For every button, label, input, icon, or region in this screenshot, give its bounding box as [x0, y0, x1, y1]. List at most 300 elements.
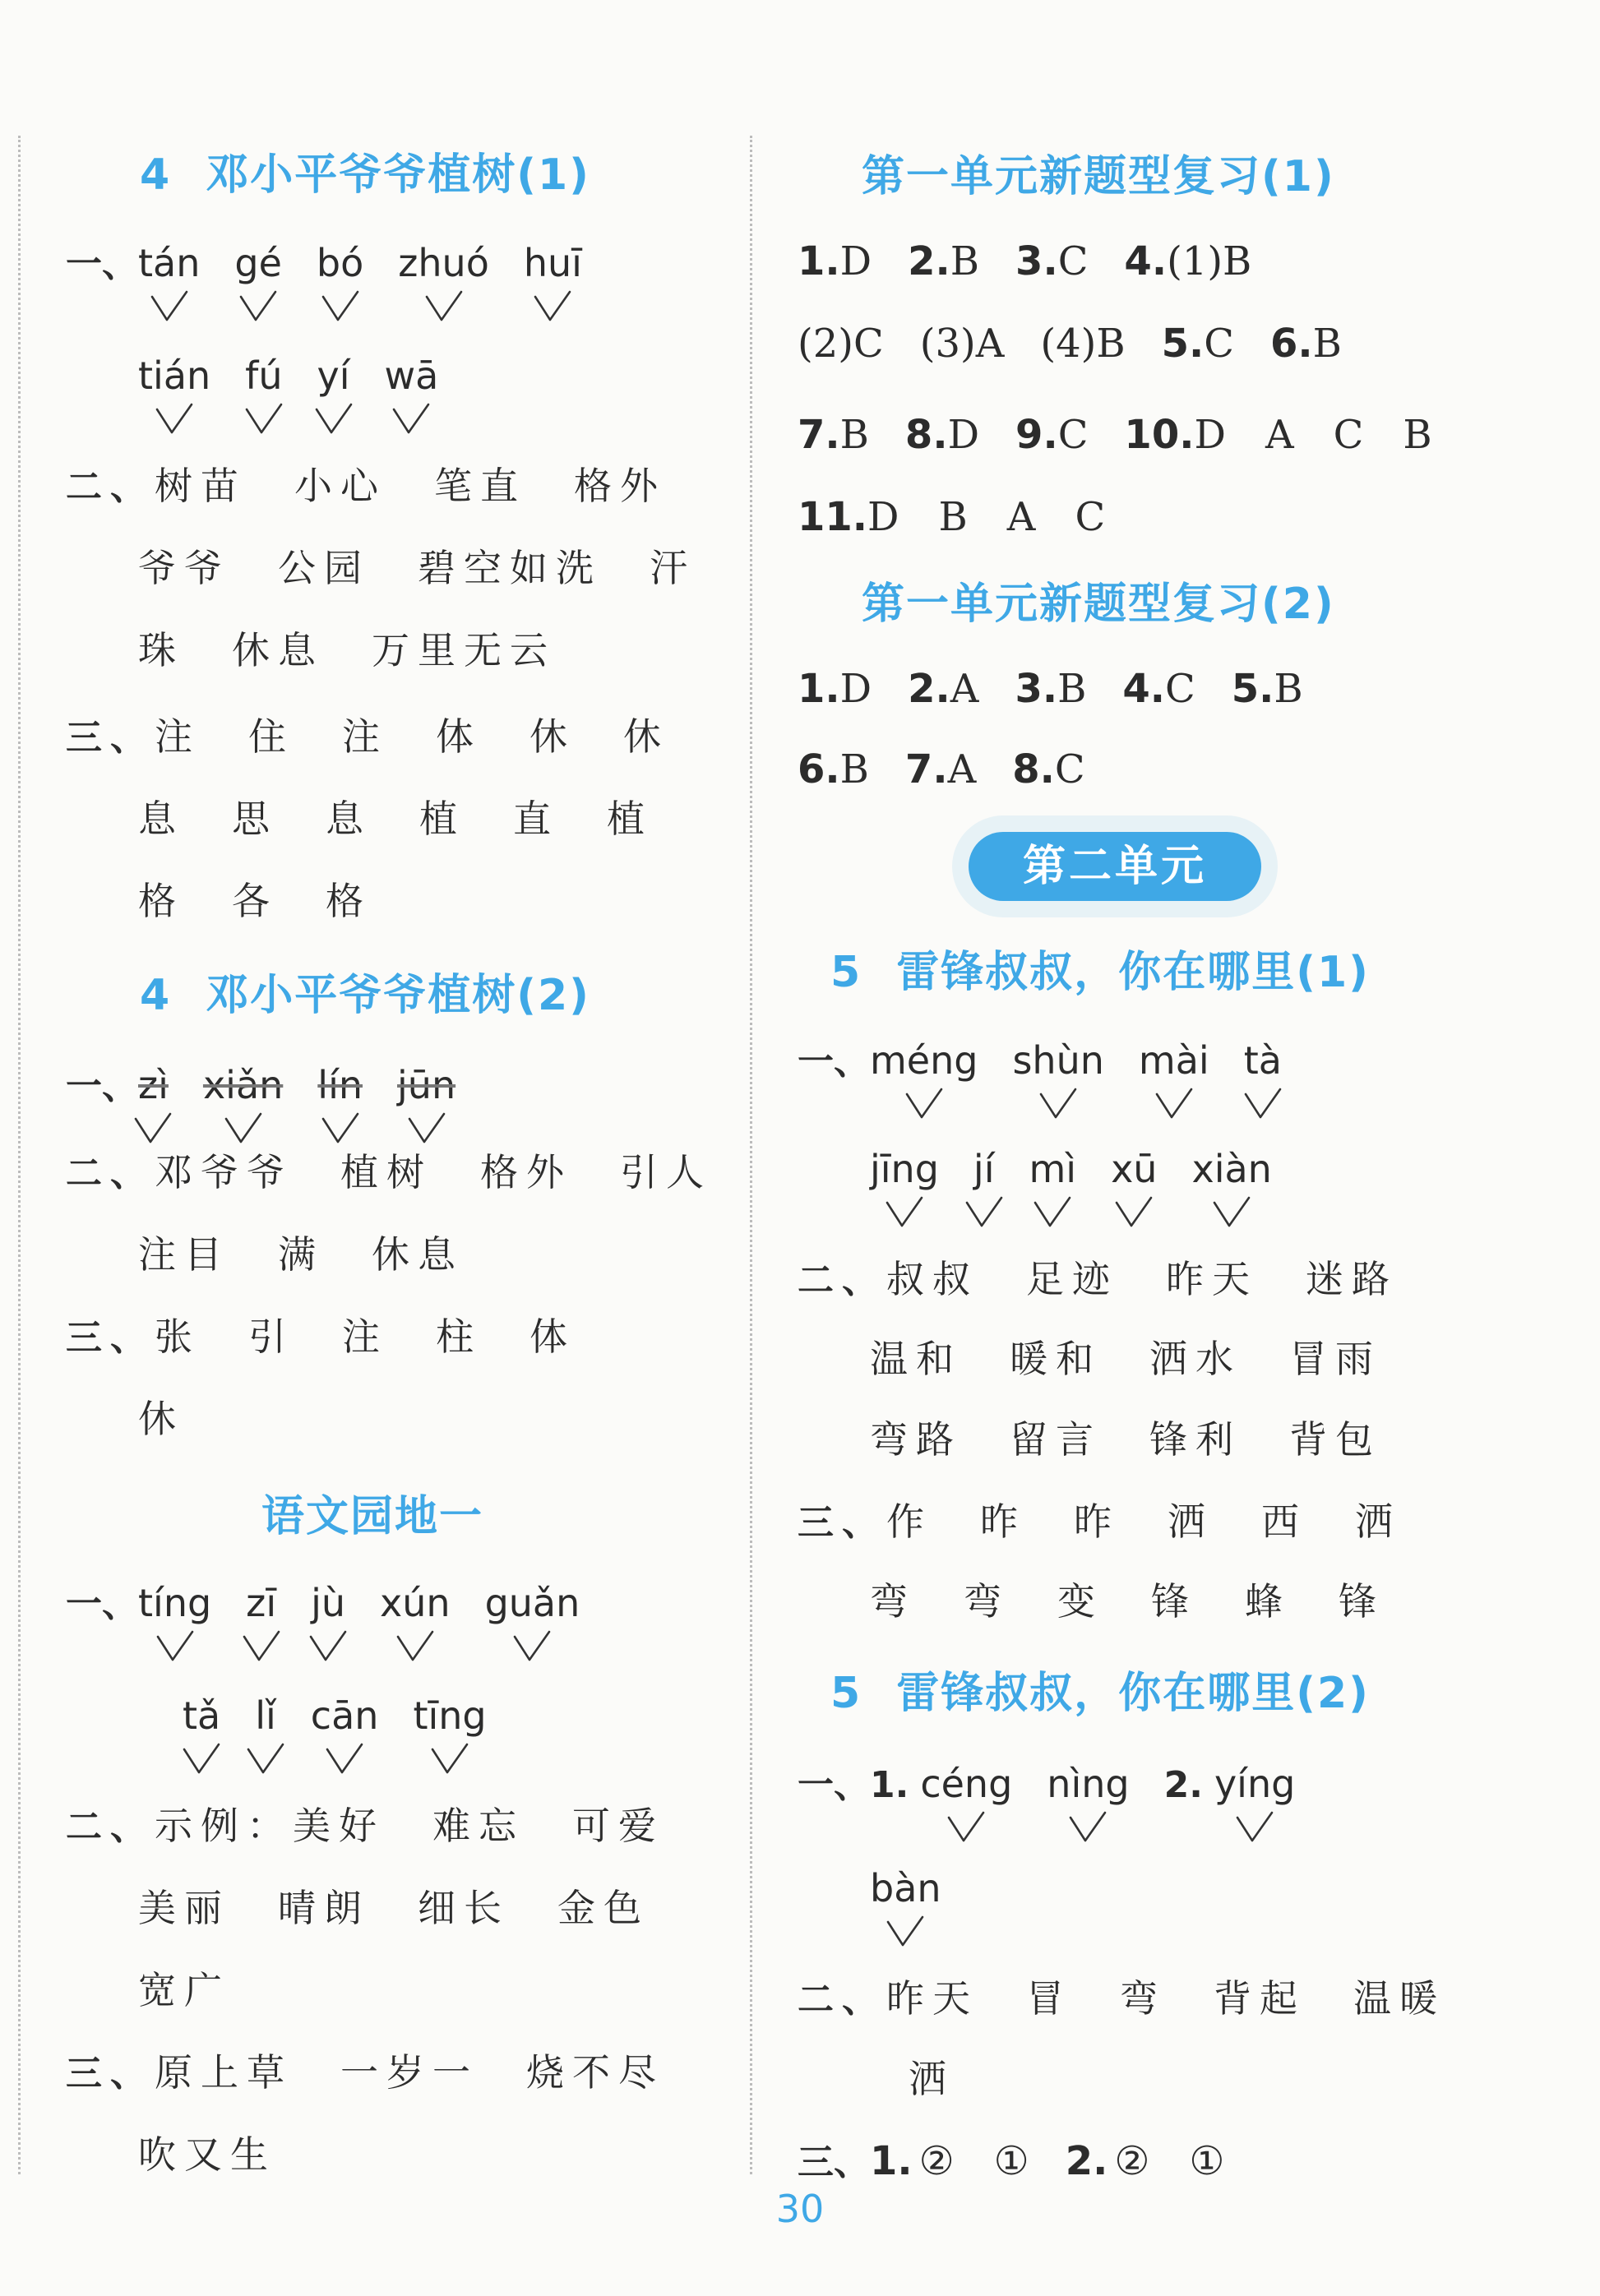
check-mark-icon [245, 1741, 286, 1777]
question-number: 5. [1231, 666, 1274, 712]
section-title-text: 邓小平爷爷植树(2) [206, 971, 590, 1020]
pinyin-text: xún [380, 1581, 451, 1625]
mc-answer [1040, 321, 1125, 367]
answer-row [66, 707, 717, 761]
pinyin-text: nìng [1047, 1762, 1130, 1806]
check-mark-icon [884, 1194, 925, 1231]
pinyin-text: bó [316, 241, 364, 285]
pinyin-text: xiǎn [202, 1063, 284, 1107]
pinyin-answer [1047, 1762, 1129, 1846]
answer-value: (3)A [919, 321, 1005, 367]
mc-answer [905, 412, 979, 458]
answer-row [138, 1961, 278, 2015]
answer-word: 昨 [980, 1499, 1026, 1544]
answer-word: 住 [248, 714, 294, 759]
question-label: 一、 [66, 243, 138, 285]
check-mark-icon [1067, 1809, 1108, 1846]
answer-value: D [839, 666, 872, 712]
answer-word: 碧空如洗 [418, 546, 602, 590]
pinyin-answer [413, 1693, 486, 1777]
pinyin-text: méng [870, 1038, 978, 1083]
answer-word: 锋利 [1149, 1417, 1242, 1462]
question-number: 11. [798, 494, 868, 540]
answer-row [66, 1796, 712, 1850]
question-number: 3. [1015, 666, 1058, 712]
answer-value: ② ① [1114, 2138, 1225, 2184]
answer-word: 格外 [574, 464, 666, 508]
pinyin-answer [138, 241, 200, 325]
answer-word: 息 [326, 797, 372, 841]
pinyin-text: lǐ [255, 1693, 276, 1738]
question-label: 二、 [798, 1979, 886, 2021]
pinyin-text: tǎ [183, 1693, 221, 1738]
answer-word: 珠 [138, 628, 184, 672]
pinyin-answer [1029, 1147, 1076, 1231]
mc-answer-row [798, 485, 1141, 542]
answer-value: C [1054, 746, 1085, 792]
section-title-text: 雷锋叔叔，你在哪里(2) [896, 1669, 1370, 1718]
check-mark-icon [181, 1741, 222, 1777]
answer-value: B [1312, 321, 1342, 367]
answer-word: 爷爷 [138, 546, 230, 590]
answer-word: 弯 [870, 1579, 916, 1624]
pinyin-answer [920, 1762, 1012, 1846]
mc-answer [908, 666, 978, 712]
pinyin-answer [234, 241, 282, 325]
check-mark-icon [1211, 1194, 1252, 1231]
pinyin-row [138, 353, 473, 437]
pinyin-answer [311, 1581, 345, 1665]
answer-word: 体 [529, 1314, 576, 1359]
check-mark-icon [964, 1194, 1005, 1231]
question-number: 9. [1015, 412, 1058, 458]
sub-question-number: 1. [870, 1764, 909, 1806]
question-number: 6. [798, 746, 840, 792]
question-label: 三、 [798, 1502, 886, 1544]
mc-answer [798, 666, 872, 712]
answer-word: 格外 [480, 1150, 572, 1194]
section-title-text: 第一单元新题型复习(1) [862, 152, 1335, 201]
answer-word: 冒 [1026, 1976, 1072, 2021]
pinyin-answer [1139, 1038, 1209, 1122]
mc-answer [1015, 238, 1088, 284]
answer-word: 锋 [1151, 1579, 1197, 1624]
check-mark-icon [406, 1111, 447, 1147]
pinyin-answer [1111, 1147, 1157, 1231]
pinyin-text: céng [920, 1762, 1013, 1806]
answer-value: B [839, 412, 869, 458]
lesson-number: 5 [830, 1669, 862, 1718]
lesson-number: 5 [830, 948, 862, 997]
pinyin-answer [380, 1581, 451, 1665]
pinyin-answer [485, 1581, 580, 1665]
answer-word: 足迹 [1026, 1257, 1118, 1301]
pinyin-answer [1244, 1038, 1282, 1122]
pinyin-answer [870, 1038, 978, 1122]
answer-word: 注 [155, 714, 201, 759]
answer-word: 格 [138, 879, 184, 923]
pinyin-answer [870, 1147, 939, 1231]
question-number: 8. [1012, 746, 1055, 792]
answer-word: 格 [326, 879, 372, 923]
check-mark-icon [1242, 1086, 1283, 1122]
mc-answer-row [798, 321, 1378, 367]
section-title-unit1-review2 [862, 569, 1335, 631]
pinyin-text: zì [138, 1063, 169, 1107]
mc-answer [1015, 666, 1086, 712]
mc-answer [798, 238, 872, 284]
section-title-lesson5-part1 [830, 937, 1370, 999]
answer-word: 各 [232, 879, 278, 923]
question-number: 10. [1124, 412, 1195, 458]
question-label: 二、 [798, 1259, 886, 1301]
answer-word: 背起 [1214, 1976, 1306, 2021]
check-mark-icon [320, 289, 361, 325]
answer-row [138, 621, 603, 675]
mc-answer [920, 321, 1005, 367]
answer-row [798, 1492, 1449, 1546]
answer-row [138, 538, 743, 593]
answer-word: 变 [1057, 1579, 1103, 1624]
answer-word: 息 [138, 797, 184, 841]
question-number: 6. [1270, 321, 1313, 367]
pinyin-text: guǎn [484, 1581, 580, 1625]
answer-word: 休 [623, 714, 669, 759]
answer-value: (1)B [1167, 238, 1252, 284]
pinyin-row [66, 1056, 490, 1147]
answer-word: 植树 [340, 1150, 432, 1194]
section-title-lesson5-part2 [830, 1658, 1370, 1720]
pinyin-text: lín [317, 1063, 363, 1107]
mc-answer [798, 412, 869, 458]
answer-word: 邓爷爷 [155, 1150, 293, 1194]
answer-word: 弯 [1120, 1976, 1166, 2021]
section-title-lesson4-part1 [140, 140, 590, 201]
mc-answer-row [798, 666, 1339, 712]
answer-word: 小心 [294, 464, 386, 508]
answer-word: 一岁一 [340, 2050, 479, 2095]
pinyin-text: xū [1111, 1147, 1158, 1191]
answer-value: (4)B [1040, 321, 1126, 367]
answer-value: B [839, 746, 869, 792]
pinyin-text: fú [245, 353, 283, 398]
answer-row [138, 789, 701, 843]
pinyin-text: huī [523, 241, 582, 285]
answer-word: 休 [138, 1397, 184, 1441]
pinyin-answer [1214, 1762, 1295, 1846]
answer-word: 休息 [372, 1232, 464, 1277]
answer-value: D [839, 238, 872, 284]
check-mark-icon [946, 1809, 987, 1846]
answer-word: 洒 [909, 2057, 955, 2101]
pinyin-text: tíng [138, 1581, 212, 1625]
answer-value: D B A C [867, 494, 1106, 540]
check-mark-icon [155, 1628, 196, 1665]
pinyin-answer [138, 1063, 169, 1147]
answer-word: 树苗 [155, 464, 247, 508]
answer-word: 注 [342, 714, 388, 759]
question-number: 7. [798, 412, 840, 458]
answer-row [138, 1389, 232, 1444]
pinyin-answer [317, 353, 350, 437]
mc-answer [798, 746, 869, 792]
pinyin-answer [183, 1693, 220, 1777]
section-title-text: 第一单元新题型复习(2) [862, 580, 1335, 629]
pinyin-answer [246, 1581, 276, 1665]
answer-row [798, 2129, 1260, 2186]
answer-value: (2)C [798, 321, 884, 367]
question-label: 三、 [66, 1317, 155, 1359]
mc-answer-row [798, 746, 1121, 792]
question-number: 4. [1124, 238, 1168, 284]
answer-value: C [1057, 238, 1089, 284]
question-label: 一、 [66, 1583, 138, 1625]
question-label: 二、 [66, 466, 155, 508]
pinyin-answer [397, 1063, 455, 1147]
pinyin-answer [317, 241, 363, 325]
check-mark-icon [313, 401, 354, 437]
check-mark-icon [223, 1111, 264, 1147]
pinyin-row [798, 1032, 1316, 1122]
check-mark-icon [320, 1111, 361, 1147]
pinyin-answer [870, 1866, 941, 1950]
question-label: 一、 [798, 1764, 870, 1806]
answer-value: ② ① [918, 2138, 1029, 2184]
pinyin-row [870, 1866, 976, 1950]
pinyin-text: mài [1138, 1038, 1209, 1083]
answer-word: 金色 [557, 1886, 650, 1930]
answer-word: 公园 [278, 546, 370, 590]
answer-word: 温和 [870, 1337, 962, 1381]
answer-word: 烧不尽 [526, 2050, 664, 2095]
pinyin-text: tà [1243, 1038, 1282, 1083]
answer-word: 西 [1261, 1499, 1307, 1544]
answer-word: 植 [419, 797, 465, 841]
answer-row [138, 871, 419, 926]
pinyin-answer [203, 1063, 283, 1147]
pinyin-answer [255, 1693, 276, 1777]
pinyin-row [798, 1755, 1329, 1846]
check-mark-icon [241, 1628, 282, 1665]
answer-row [909, 2049, 1002, 2104]
answer-value: D A C B [1194, 412, 1432, 458]
answer-word: 细长 [418, 1886, 510, 1930]
answer-word: 体 [436, 714, 482, 759]
question-number: 2. [908, 238, 950, 284]
question-number: 7. [904, 746, 948, 792]
answer-row [870, 1410, 1429, 1464]
answer-word: 宽广 [138, 1968, 230, 2012]
question-number: 4. [1122, 666, 1165, 712]
mc-answer [1122, 666, 1195, 712]
answer-row [870, 1572, 1432, 1626]
page-number: 30 [775, 2187, 825, 2231]
pinyin-text: yíng [1214, 1762, 1296, 1806]
check-mark-icon [149, 289, 190, 325]
pinyin-answer [398, 241, 489, 325]
answer-word: 昨天 [886, 1976, 978, 2021]
answer-row [66, 1143, 760, 1197]
pinyin-text: wā [384, 353, 439, 398]
mc-answer [798, 485, 1105, 542]
pinyin-row [870, 1147, 1306, 1231]
answer-word: 可爱 [572, 1804, 664, 1848]
answer-word: 美丽 [138, 1886, 230, 1930]
lesson-number: 4 [140, 971, 172, 1020]
answer-word: 休息 [232, 628, 324, 672]
answer-word: 原上草 [155, 2050, 293, 2095]
answer-word: 蜂 [1245, 1579, 1291, 1624]
answer-row [798, 1250, 1445, 1304]
check-mark-icon [423, 289, 465, 325]
check-mark-icon [1032, 1194, 1073, 1231]
mc-answer [1012, 746, 1084, 792]
answer-word: 直 [513, 797, 559, 841]
mc-answer [1124, 403, 1431, 460]
pinyin-text: tián [138, 353, 211, 398]
section-title-unit1-review1 [862, 141, 1335, 203]
answer-word: 难忘 [432, 1804, 525, 1848]
answer-word: 引人 [620, 1150, 712, 1194]
question-label: 三、 [798, 2141, 870, 2183]
section-title-text: 语文园地一 [261, 1492, 484, 1541]
pinyin-row [66, 234, 617, 325]
answer-word: 叔叔 [886, 1257, 978, 1301]
question-number: 2. [908, 666, 950, 712]
answer-word: 张 [155, 1314, 201, 1359]
answer-word: 暖和 [1010, 1337, 1102, 1381]
answer-value: D [947, 412, 980, 458]
check-mark-icon [532, 289, 573, 325]
answer-word: 汗 [650, 546, 696, 590]
answer-word: 背包 [1289, 1417, 1381, 1462]
answer-word: 植 [607, 797, 653, 841]
pinyin-text: yí [317, 353, 350, 398]
mc-answer-row [798, 403, 1468, 460]
check-mark-icon [885, 1914, 926, 1950]
check-mark-icon [1038, 1086, 1079, 1122]
answer-word: 迷路 [1306, 1257, 1398, 1301]
pinyin-text: jù [311, 1581, 346, 1625]
pinyin-answer [317, 1063, 363, 1147]
answer-word: 弯路 [870, 1417, 962, 1462]
check-mark-icon [243, 401, 284, 437]
check-mark-icon [154, 401, 195, 437]
answer-row [870, 1329, 1429, 1384]
section-title-yuwen-yuandi [261, 1481, 483, 1543]
question-label: 一、 [798, 1041, 870, 1083]
question-label: 一、 [66, 1065, 138, 1107]
answer-word: 洒 [1168, 1499, 1214, 1544]
pinyin-answer [1012, 1038, 1103, 1122]
check-mark-icon [1154, 1086, 1195, 1122]
answer-word: 引 [248, 1314, 294, 1359]
answer-word: 留言 [1010, 1417, 1102, 1462]
answer-word: 满 [278, 1232, 324, 1277]
check-mark-icon [391, 401, 432, 437]
check-mark-icon [308, 1628, 349, 1665]
answer-value: B [950, 238, 980, 284]
answer-word: 注 [342, 1314, 388, 1359]
answer-value: A [950, 666, 979, 712]
question-label: 二、 [66, 1153, 155, 1194]
pinyin-text: tīng [413, 1693, 487, 1738]
mc-answer-row [798, 238, 1288, 284]
answer-word: 万里无云 [372, 628, 556, 672]
pinyin-text: gé [234, 241, 282, 285]
mc-answer [1232, 666, 1303, 712]
question-label: 二、 [66, 1806, 155, 1848]
pinyin-answer [311, 1693, 379, 1777]
answer-value: B [1274, 666, 1303, 712]
pinyin-answer [973, 1147, 995, 1231]
pinyin-answer [1191, 1147, 1271, 1231]
question-number: 8. [904, 412, 948, 458]
pinyin-answer [385, 353, 439, 437]
section-title-lesson4-part2 [140, 960, 590, 1022]
pinyin-text: jí [973, 1147, 995, 1191]
answer-word: 洒水 [1149, 1337, 1242, 1381]
pinyin-text: shùn [1012, 1038, 1104, 1083]
pinyin-answer [524, 241, 582, 325]
mc-answer [1124, 238, 1251, 284]
pinyin-text: bàn [870, 1866, 941, 1910]
answer-word: 注目 [138, 1232, 230, 1277]
answer-row [66, 456, 714, 510]
pinyin-text: zī [246, 1581, 277, 1625]
check-mark-icon [324, 1741, 365, 1777]
section-title-text: 雷锋叔叔，你在哪里(1) [896, 948, 1370, 997]
pinyin-text: jīng [870, 1147, 939, 1191]
answer-row [138, 1225, 511, 1279]
check-mark-icon [395, 1628, 436, 1665]
section-title-text: 邓小平爷爷植树(1) [206, 150, 590, 200]
question-number: 1. [798, 666, 840, 712]
pinyin-row [66, 1574, 614, 1665]
answer-word: 洒 [1355, 1499, 1401, 1544]
answer-word: 锋 [1339, 1579, 1385, 1624]
check-mark-icon [238, 289, 279, 325]
answer-word: 温暖 [1353, 1976, 1445, 2021]
answer-value: A [947, 746, 977, 792]
answer-row [66, 2043, 712, 2097]
answer-value: C [1204, 321, 1235, 367]
mc-answer [1270, 321, 1342, 367]
question-number: 3. [1015, 238, 1058, 284]
check-mark-icon [1113, 1194, 1154, 1231]
check-mark-icon [1234, 1809, 1275, 1846]
answer-word: 休 [529, 714, 576, 759]
answer-word: 示例：美好 [155, 1804, 385, 1848]
answer-word: 昨 [1074, 1499, 1120, 1544]
answer-word: 笔直 [434, 464, 526, 508]
check-mark-icon [511, 1628, 553, 1665]
mc-answer [1015, 412, 1088, 458]
question-number: 1. [798, 238, 840, 284]
answer-word: 吹又生 [138, 2132, 276, 2177]
pinyin-text: zhuó [398, 241, 489, 285]
sub-question-number: 1. [870, 2138, 913, 2184]
sub-question-number: 2. [1065, 2138, 1108, 2184]
pinyin-answer [245, 353, 282, 437]
pinyin-text: tán [138, 241, 201, 285]
mc-answer [798, 321, 884, 367]
answer-value: C [1057, 412, 1089, 458]
answer-value: C [1165, 666, 1195, 712]
answer-row [66, 1307, 623, 1361]
check-mark-icon [132, 1111, 173, 1147]
answer-word: 昨天 [1166, 1257, 1258, 1301]
